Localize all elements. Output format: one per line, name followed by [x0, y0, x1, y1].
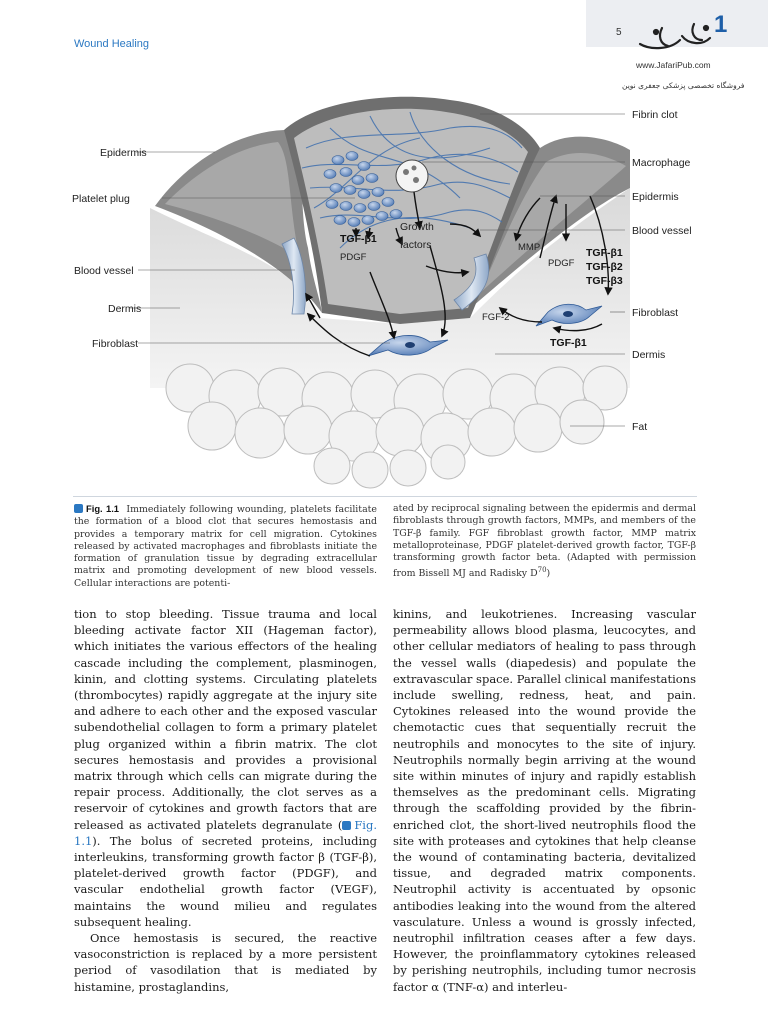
label-pdgf-right: PDGF — [548, 258, 575, 269]
figure-caption-left — [74, 503, 377, 590]
label-fat: Fat — [632, 421, 648, 433]
label-blood-vessel-right: Blood vessel — [632, 225, 692, 237]
page-number: 5 — [616, 27, 622, 38]
label-tgfb1-right: TGF-β1 — [586, 247, 623, 259]
label-tgfb2: TGF-β2 — [586, 261, 623, 273]
label-pdgf-left: PDGF — [340, 252, 367, 263]
caption-divider — [73, 496, 697, 497]
label-mmp: MMP — [518, 242, 541, 253]
caption-text-right: ated by reciprocal signaling between the epidermis and dermal fibroblasts through growth factors, MMPs, and members of the TGF-β family. FGF fibroblast growth factor, MMP matrix metalloproteinase, PDGF platelet-derived growth factor, TGF-β transforming growth factor beta. (Adapted with permission from Bissell MJ and Radisky D — [393, 503, 696, 580]
label-growth: Growth — [400, 221, 434, 233]
figure-label: Fig. 1.1 — [86, 503, 120, 514]
labels-right — [632, 109, 692, 433]
label-fibroblast-left: Fibroblast — [92, 338, 139, 350]
body-column-left — [74, 606, 377, 995]
publisher-watermark — [610, 6, 760, 94]
label-factors: factors — [400, 239, 432, 251]
figure-reference-link[interactable]: Fig. 1.1 — [74, 817, 377, 848]
running-header: Wound Healing — [74, 38, 150, 50]
label-fibroblast-right: Fibroblast — [632, 307, 679, 319]
label-tgfb1-left: TGF-β1 — [340, 233, 377, 245]
body-column-right — [393, 606, 696, 995]
label-fibrin-clot: Fibrin clot — [632, 109, 678, 121]
label-blood-vessel-left: Blood vessel — [74, 265, 134, 277]
body-paragraph: Once hemostasis is secured, the reactive vasoconstriction is replaced by a more persistent period of vasodilation that is mediated by histamine, prostaglandins, — [74, 931, 377, 994]
label-macrophage: Macrophage — [632, 157, 691, 169]
body-text: tion to stop bleeding. Tissue trauma and local bleeding activate factor XII (Hageman factor), which initiates the various effectors of the healing cascade including the complement, plasminogen, kinin, and clotting systems. Circulating platelets (thrombocytes) rapidly aggregate at the injury site and adhere to each other and the exposed vascular subendothelial collagen to form a primary platelet plug organized within a fibrin matrix. The clot secures hemostasis and provides a provisional matrix through which cells can migrate during the repair process. Additionally, the clot serves as a reservoir of cytokines and growth factors that are released as activated platelets degranulate ( — [74, 607, 377, 832]
caption-text-left: Immediately following wounding, platelets facilitate the formation of a blood clot that secures hemostasis and provides a temporary matrix for cell migration. Cytokines released by activated macrophages and fibroblasts initiate the formation of granulation tissue by degrading extracellular matrix and promoting development of new blood vessels. Cellular interactions are potenti- — [74, 504, 377, 589]
body-text: ). The bolus of secreted proteins, including interleukins, transforming growth factor β (TGF-β), platelet-derived growth factor (PDGF), and vascular endothelial growth factor (VEGF), maintains the wound milieu and regulates subsequent healing. — [74, 833, 377, 929]
caption-reference-superscript: 70 — [537, 566, 547, 575]
fat-layer — [166, 364, 627, 488]
label-epidermis-right: Epidermis — [632, 191, 679, 203]
watermark-tagline: فروشگاه تخصصی پزشکی جعفری نوین — [622, 81, 745, 90]
watermark-number: 1 — [714, 11, 728, 38]
label-dermis-left: Dermis — [108, 303, 142, 315]
label-dermis-right: Dermis — [632, 349, 666, 361]
body-paragraph — [74, 606, 377, 930]
figure-link-icon[interactable] — [342, 821, 351, 830]
caption-text-end: ) — [546, 568, 551, 580]
label-tgfb1-bottom: TGF-β1 — [550, 337, 587, 349]
label-tgfb3: TGF-β3 — [586, 275, 623, 287]
figure-caption-right — [393, 503, 696, 581]
label-platelet-plug: Platelet plug — [72, 193, 130, 205]
calligraphy-logo-icon — [640, 24, 710, 48]
label-epidermis-left: Epidermis — [100, 147, 147, 159]
figure-marker-icon — [74, 504, 83, 513]
watermark-url: www.JafariPub.com — [636, 60, 711, 70]
labels-left — [72, 147, 147, 350]
label-fgf2: FGF-2 — [482, 312, 510, 323]
wound-healing-figure — [70, 88, 698, 493]
macrophage — [396, 160, 428, 192]
body-paragraph: kinins, and leukotrienes. Increasing vascular permeability allows blood plasma, leucocytes, and other cellular mediators of healing to pass through the vessel walls (diapedesis) and populate the extravascular space. Parallel clinical manifestations include swelling, redness, heat, and pain. Cytokines released into the wound provide the chemotactic cues that sequentially recruit the neutrophils and monocytes to the site of injury. Neutrophils normally begin arriving at the wound site within minutes of injury and rapidly establish themselves as the predominant cells. Migrating through the scaffolding provided by the fibrin-enriched clot, the short-lived neutrophils flood the site with proteases and cytokines that help cleanse the wound of contaminating bacteria, devitalized tissue, and degraded matrix components. Neutrophil activity is accentuated by opsonic antibodies leaking into the wound from the altered vasculature. Unless a wound is grossly infected, neutrophil infiltration ceases after a few days. However, the proinflammatory cytokines released by perishing neutrophils, including tumor necrosis factor α (TNF-α) and interleu- — [393, 607, 696, 994]
